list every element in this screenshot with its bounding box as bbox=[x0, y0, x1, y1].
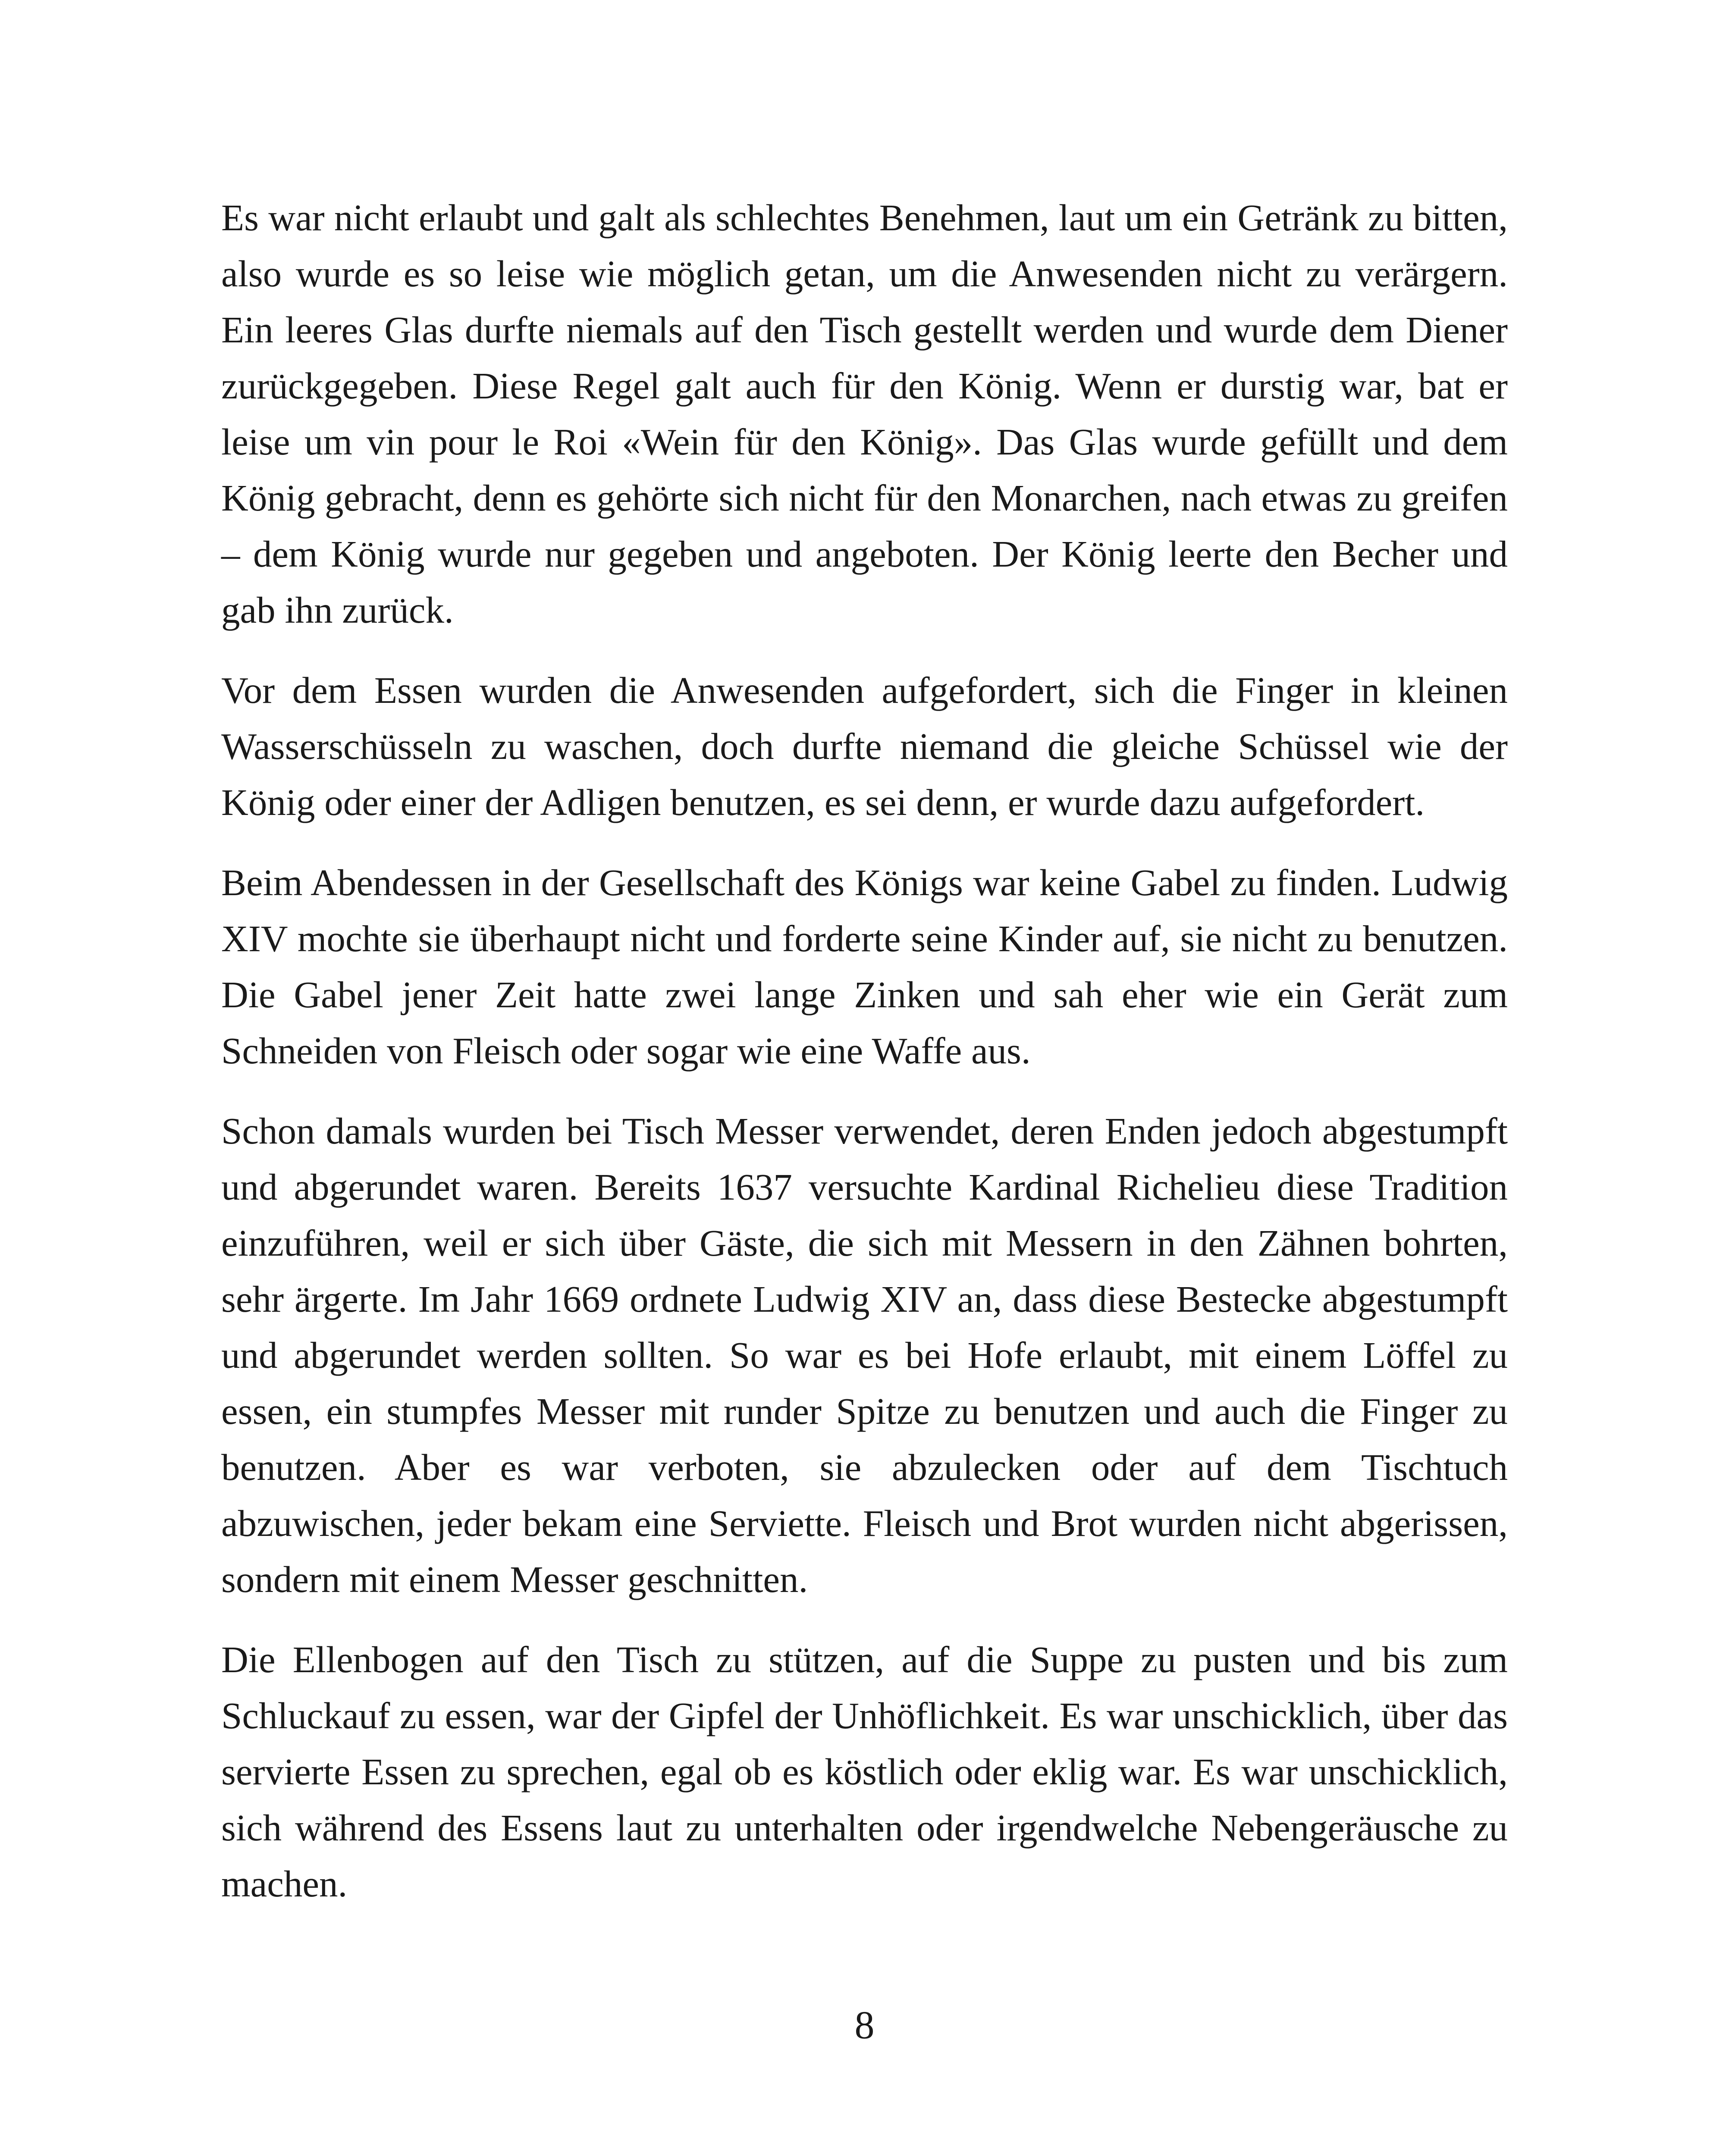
page-number: 8 bbox=[854, 2003, 875, 2047]
paragraph-fork: Beim Abendessen in der Gesellschaft des Königs war keine Gabel zu finden. Ludwig XIV mochte sie überhaupt nicht und forderte seine Kinder auf, sie nicht zu benutzen. Die Gabel jener Zeit hatte zwei lange Zinken und sah eher wie ein Gerät zum Schneiden von Fleisch oder sogar wie eine Waffe aus. bbox=[221, 862, 1508, 1072]
paragraph-knives: Schon damals wurden bei Tisch Messer verwendet, deren Enden jedoch abgestumpft und abgerundet waren. Bereits 1637 versuchte Kardinal Richelieu diese Tradition einzuführen, weil er sich über Gäste, die sich mit Messern in den Zähnen bohrten, sehr ärgerte. Im Jahr 1669 ordnete Ludwig XIV an, dass diese Bestecke abgestumpft und abgerundet werden sollten. So war es bei Hofe erlaubt, mit einem Löffel zu essen, ein stumpfes Messer mit runder Spitze zu benutzen und auch die Finger zu benutzen. Aber es war verboten, sie abzulecken oder auf dem Tischtuch abzuwischen, jeder bekam eine Serviette. Fleisch und Brot wurden nicht abgerissen, sondern mit einem Messer geschnitten. bbox=[221, 1110, 1508, 1600]
paragraph-hand-washing: Vor dem Essen wurden die Anwesenden aufgefordert, sich die Finger in kleinen Wasserschüsseln zu waschen, doch durfte niemand die gleiche Schüssel wie der König oder einer der Adligen benutzen, es sei denn, er wurde dazu aufgefordert. bbox=[221, 669, 1508, 823]
paragraph-table-manners: Die Ellenbogen auf den Tisch zu stützen, auf die Suppe zu pusten und bis zum Schluckauf zu essen, war der Gipfel der Unhöflichkeit. Es war unschicklich, über das servierte Essen zu sprechen, egal ob es köstlich oder eklig war. Es war unschicklich, sich während des Essens laut zu unterhalten oder irgendwelche Nebengeräusche zu machen. bbox=[221, 1639, 1508, 1905]
body-text bbox=[221, 190, 1508, 1936]
paragraph-drinking-etiquette: Es war nicht erlaubt und galt als schlechtes Benehmen, laut um ein Getränk zu bitten, also wurde es so leise wie möglich getan, um die Anwesenden nicht zu verärgern. Ein leeres Glas durfte niemals auf den Tisch gestellt werden und wurde dem Diener zurückgegeben. Diese Regel galt auch für den König. Wenn er durstig war, bat er leise um vin pour le Roi «Wein für den König». Das Glas wurde gefüllt und dem König gebracht, denn es gehörte sich nicht für den Monarchen, nach etwas zu greifen – dem König wurde nur gegeben und angeboten. Der König leerte den Becher und gab ihn zurück. bbox=[221, 197, 1508, 631]
